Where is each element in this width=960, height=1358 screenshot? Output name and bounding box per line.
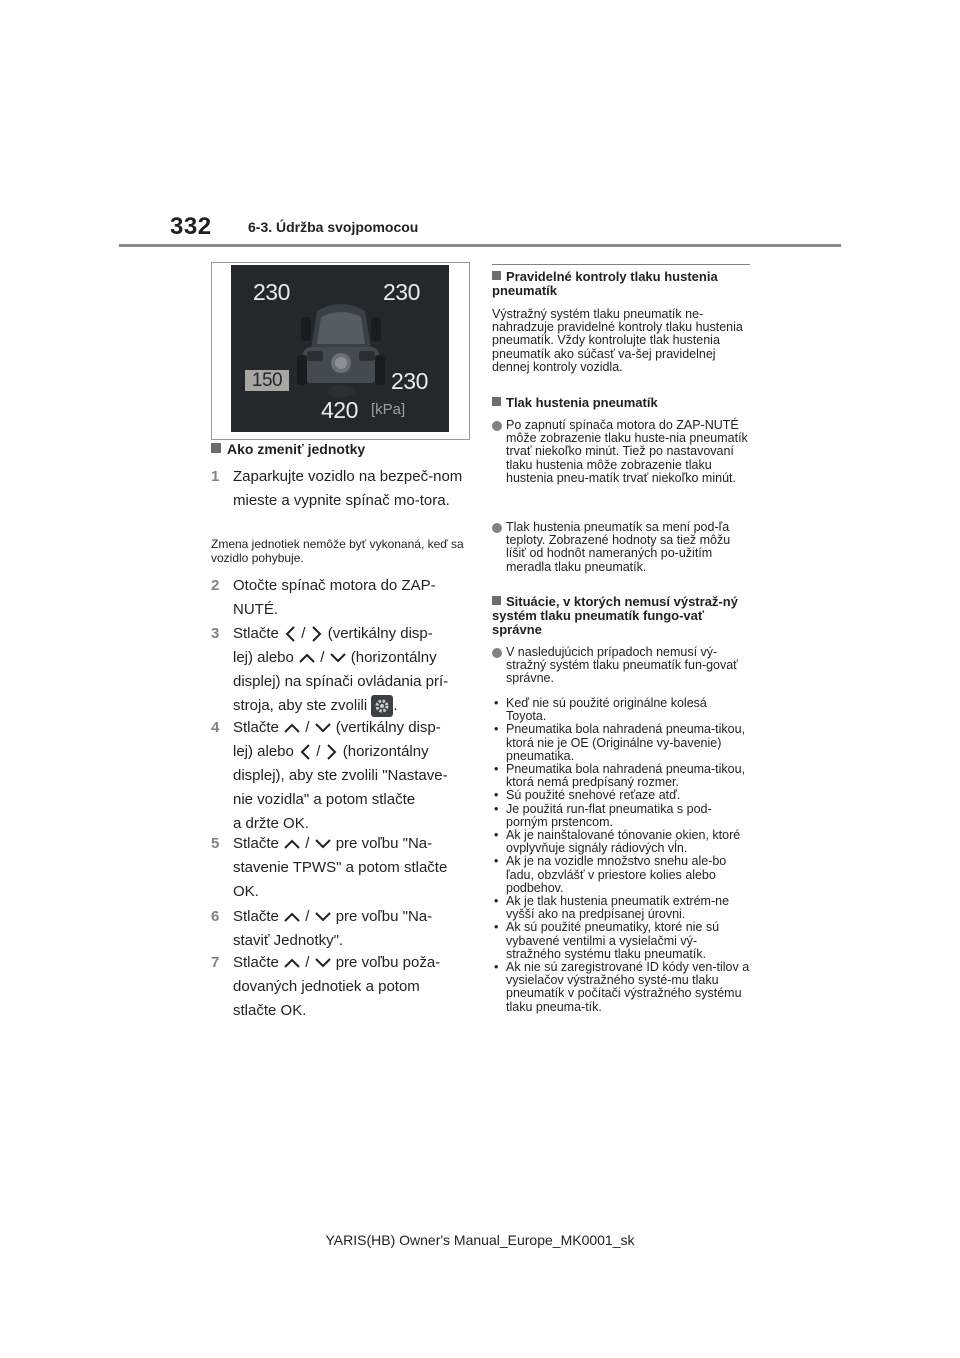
heading-square-icon	[492, 397, 501, 406]
chevron-up-icon	[283, 957, 301, 969]
circle-item-text: Po zapnutí spínača motora do ZAP-NUTÉ môže zobrazenie tlaku huste-nia pneumatík trvať niekoľko minút. Tiež po nastavovaní tlaku hustenia môže zobrazenie tlaku hustenia pneu-matík trvať niekoľko minút.	[506, 418, 748, 485]
step-text: Stlačte	[233, 954, 279, 971]
pressure-front-left: 230	[253, 279, 290, 305]
heading-malfunction-situations	[492, 595, 750, 637]
chevron-up-icon	[283, 911, 301, 923]
heading-tire-pressure	[492, 396, 750, 410]
circle-bullet-icon	[492, 421, 502, 431]
chevron-right-icon	[325, 743, 339, 761]
step-text: stlačte	[233, 1002, 277, 1019]
period-text: .	[254, 883, 259, 900]
period-text: .	[393, 697, 398, 714]
gear-icon	[371, 695, 393, 717]
slash-text: /	[301, 625, 306, 642]
chevron-up-icon	[283, 838, 301, 850]
circle-item-text: Tlak hustenia pneumatík sa mení pod-ľa teploty. Zobrazené hodnoty sa tiež môžu líšiť od hodnôt nameraných po-užitím meradla tlaku pneumatík.	[506, 520, 731, 574]
heading-change-units-text: Ako zmeniť jednotky	[227, 441, 366, 457]
list-item: • Ak je tlak hustenia pneumatík extrém-ne vyšší ako na predpísanej úrovni.	[492, 895, 750, 921]
chevron-down-icon	[314, 911, 332, 923]
heading-regular-checks-text: Pravidelné kontroly tlaku hustenia pneumatík	[492, 269, 718, 298]
circle-item-situations	[492, 646, 750, 686]
chevron-left-icon	[283, 625, 297, 643]
step-text: Stlačte	[233, 908, 279, 925]
slash-text: /	[305, 908, 310, 925]
slash-text: /	[305, 835, 310, 852]
pressure-rear-right: 230	[391, 368, 428, 394]
step-number: 5	[211, 835, 220, 852]
step-number: 6	[211, 908, 220, 925]
list-item: • Ak je na vozidle množstvo snehu ale-bo ľadu, obzvlášť v priestore kolies alebo podbehov.	[492, 855, 750, 895]
ok-icon: OK	[280, 1002, 303, 1019]
list-item: • Keď nie sú použité originálne kolesá Toyota.	[492, 697, 750, 723]
heading-tire-pressure-text: Tlak hustenia pneumatík	[506, 395, 658, 410]
ok-icon: OK	[283, 815, 305, 832]
page-number: 332	[170, 213, 212, 240]
heading-change-units	[211, 441, 473, 458]
slash-text: /	[305, 719, 310, 736]
step-number: 2	[211, 577, 220, 594]
step-text: pre voľbu "Na-	[335, 908, 433, 925]
section-title: 6-3. Údržba svojpomocou	[248, 219, 419, 235]
paragraph-regular-checks: Výstražný systém tlaku pneumatík ne-nahradzuje pravidelné kontroly tlaku hustenia pneumatík. Vždy kontrolujte tlak hustenia pneumatík ako súčasť va-šej pravidelnej dennej kontroly vozidla.	[492, 307, 743, 374]
list-item: • Ak je nainštalované tónovanie okien, ktoré ovplyvňuje signály rádiových vĺn.	[492, 829, 750, 855]
list-item: • Sú použité snehové reťaze atď.	[492, 789, 750, 802]
pressure-unit: [kPa]	[371, 401, 406, 418]
chevron-up-icon	[283, 722, 301, 734]
list-item: • Ak sú použité pneumatiky, ktoré nie sú vybavené ventilmi a vysielačmi vý-stražného systému tlaku pneumatík.	[492, 921, 750, 961]
step-text: Stlačte	[233, 835, 279, 852]
chevron-down-icon	[329, 652, 347, 664]
step-text: (vertikálny disp-	[327, 625, 433, 642]
step-text: Stlačte	[233, 719, 279, 736]
step-text: (horizontálny	[342, 743, 429, 760]
heading-malfunction-text: Situácie, v ktorých nemusí výstraž-ný systém tlaku pneumatík fungo-vať správne	[492, 594, 738, 637]
step-3	[211, 622, 473, 718]
car-rear-icon	[293, 289, 389, 405]
step-2	[211, 574, 473, 622]
period-text: .	[304, 815, 309, 832]
step-text: Zaparkujte vozidlo na bezpeč-nom mieste a vypnite spínač mo-tora.	[233, 468, 463, 509]
chevron-right-icon	[310, 625, 324, 643]
heading-square-icon	[492, 596, 501, 605]
list-item: • Pneumatika bola nahradená pneuma-tikou, ktorá nie je OE (Originálne vy-bavenie) pneumatika.	[492, 723, 750, 763]
step-7	[211, 951, 473, 1023]
heading-regular-checks	[492, 270, 750, 298]
step-text: nie vozidla" a potom stlačte	[233, 791, 416, 808]
step-text: staviť Jednotky".	[233, 932, 344, 949]
circle-item-display-delay	[492, 419, 750, 485]
note-moving-vehicle: Zmena jednotiek nemôže byť vykonaná, keď sa vozidlo pohybuje.	[211, 537, 464, 565]
chevron-down-icon	[314, 838, 332, 850]
pressure-warning-badge	[245, 370, 289, 391]
pressure-rear-left: 150	[251, 370, 283, 391]
step-text: lej) alebo	[233, 649, 294, 666]
step-text: stroja, aby ste zvolili	[233, 697, 368, 714]
right-column-divider	[492, 264, 750, 265]
tire-pressure-display	[231, 265, 449, 432]
chevron-down-icon	[314, 722, 332, 734]
circle-item-temperature	[492, 521, 750, 574]
step-text: (horizontálny	[350, 649, 437, 666]
bullet-list	[492, 697, 750, 1014]
heading-square-icon	[211, 443, 221, 453]
chevron-up-icon	[298, 652, 316, 664]
step-4	[211, 716, 473, 836]
step-text: lej) alebo	[233, 743, 294, 760]
step-text: pre voľbu "Na-	[335, 835, 433, 852]
circle-item-text: V nasledujúcich prípadoch nemusí vý-stražný systém tlaku pneumatík fun-govať správne.	[506, 645, 738, 686]
step-number: 4	[211, 719, 220, 736]
step-text: (vertikálny disp-	[335, 719, 441, 736]
circle-bullet-icon	[492, 648, 502, 658]
step-text: pre voľbu poža-	[335, 954, 441, 971]
step-text: Otočte spínač motora do ZAP-NUTÉ.	[233, 577, 436, 618]
step-number: 3	[211, 625, 220, 642]
step-text: a držte	[233, 815, 279, 832]
list-item: • Je použitá run-flat pneumatika s pod-porným prstencom.	[492, 803, 750, 829]
step-text: dovaných jednotiek a potom	[233, 978, 420, 995]
step-text: stavenie TPWS" a potom stlačte	[233, 859, 448, 876]
list-item: • Pneumatika bola nahradená pneuma-tikou, ktorá nemá predpísaný rozmer.	[492, 763, 750, 789]
step-text: displej) na spínači ovládania prí-	[233, 673, 449, 690]
step-1	[211, 465, 473, 513]
pressure-spare: 420	[321, 397, 358, 423]
slash-text: /	[320, 649, 325, 666]
heading-square-icon	[492, 271, 501, 280]
footer-manual-id: YARIS(HB) Owner's Manual_Europe_MK0001_sk	[325, 1232, 635, 1248]
step-6	[211, 905, 473, 953]
step-text: displej), aby ste zvolili "Nastave-	[233, 767, 448, 784]
ok-icon: OK	[233, 883, 255, 900]
step-number: 1	[211, 468, 220, 485]
period-text: .	[302, 1002, 307, 1019]
pressure-front-right: 230	[383, 279, 420, 305]
circle-bullet-icon	[492, 523, 502, 533]
step-5	[211, 832, 473, 904]
header-divider	[119, 244, 841, 247]
slash-text: /	[305, 954, 310, 971]
step-text: Stlačte	[233, 625, 279, 642]
slash-text: /	[316, 743, 321, 760]
list-item: • Ak nie sú zaregistrované ID kódy ven-tilov a vysielačov výstražného systé-mu tlaku pneumatík v počítači výstražného systému tlaku pneuma-tík.	[492, 961, 750, 1014]
chevron-left-icon	[298, 743, 312, 761]
step-number: 7	[211, 954, 220, 971]
chevron-down-icon	[314, 957, 332, 969]
